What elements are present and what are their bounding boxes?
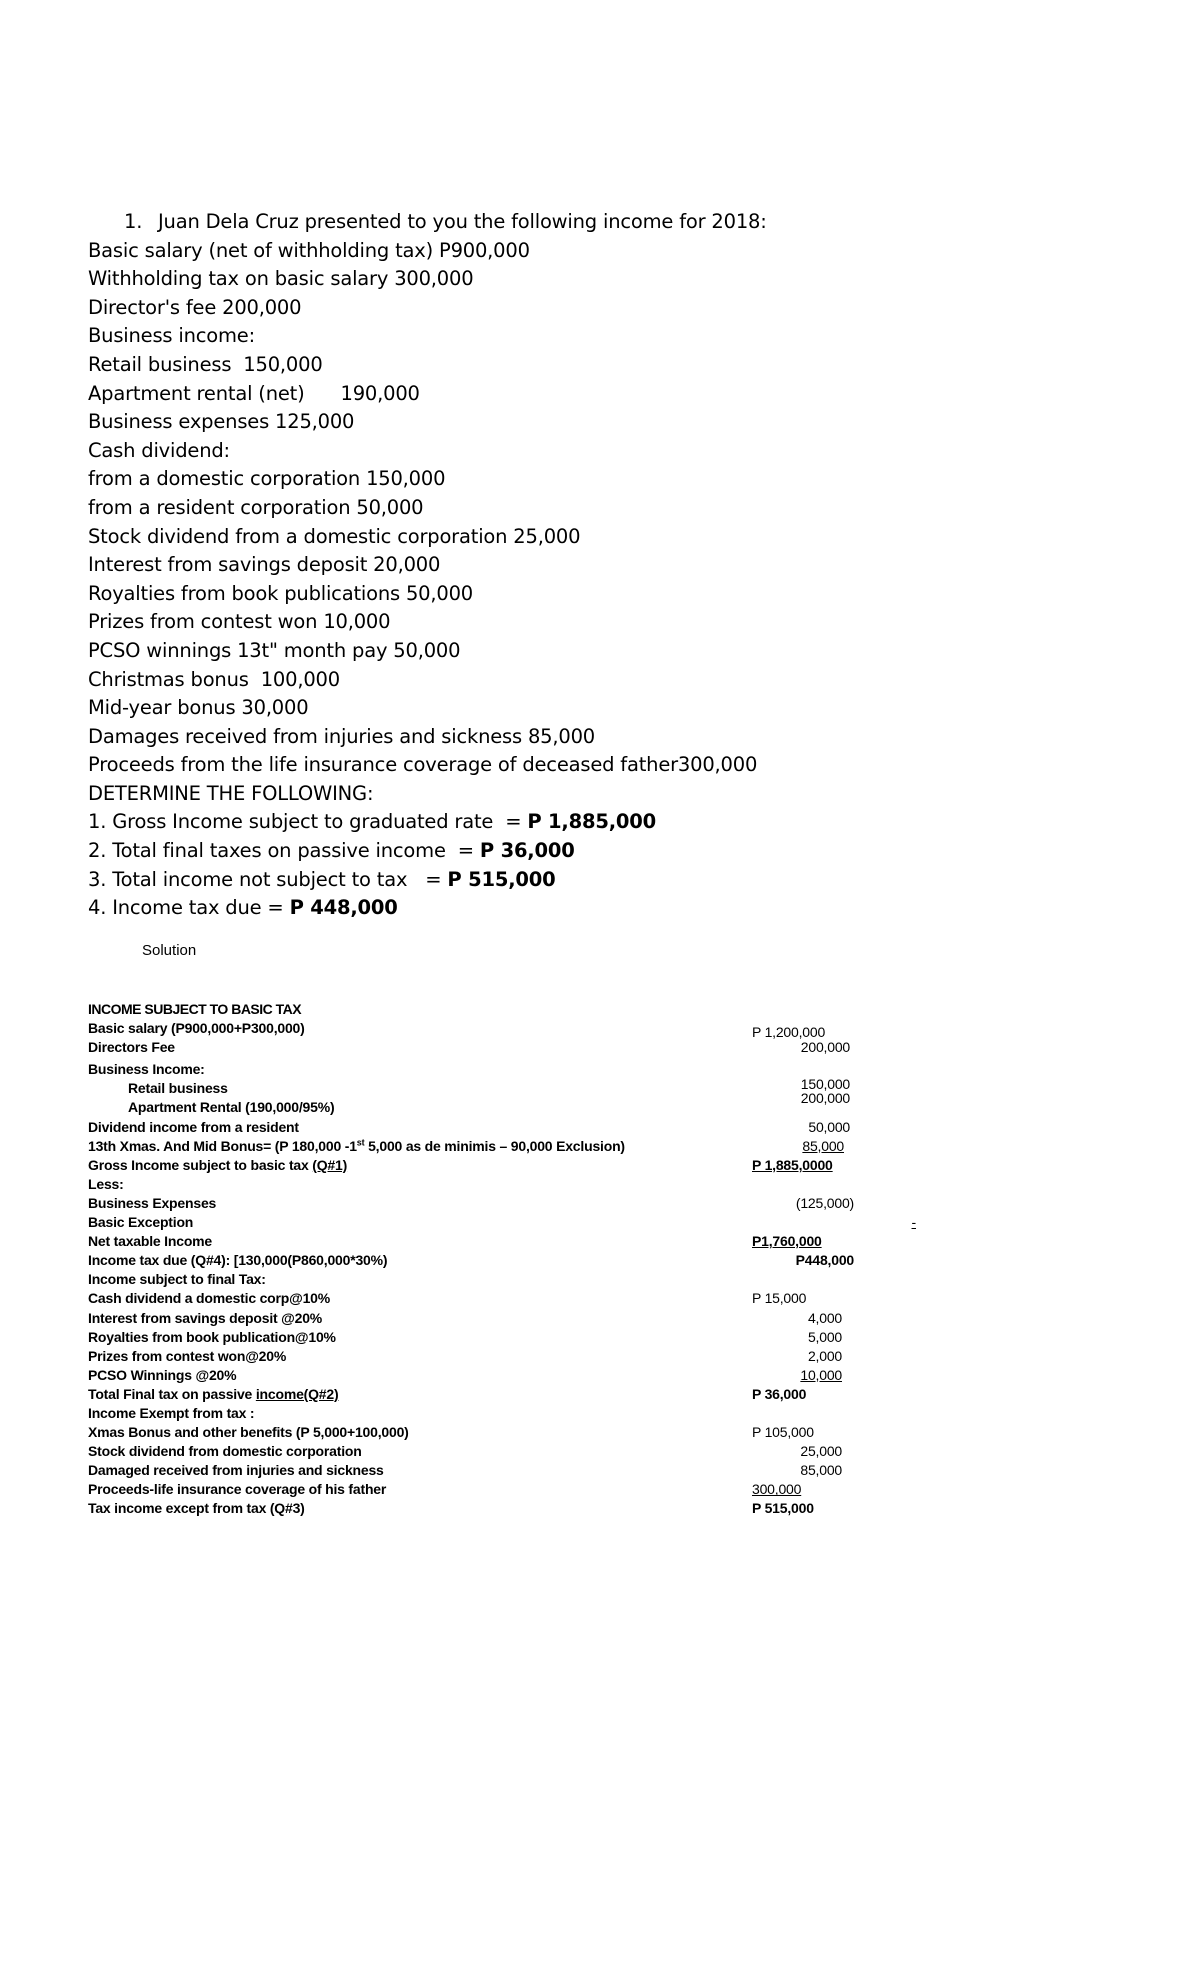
problem-line: Stock dividend from a domestic corporation 25,000 xyxy=(88,524,581,548)
row-interest: Interest from savings deposit @20% 4,000 xyxy=(88,1309,842,1326)
solution-table xyxy=(88,1000,916,1519)
answer-4: P 448,000 xyxy=(289,896,398,920)
problem-line: Prizes from contest won 10,000 xyxy=(88,610,391,634)
problem-number: 1. xyxy=(124,210,143,233)
problem-line: Withholding tax on basic salary 300,000 xyxy=(88,267,474,291)
row-dividend-resident: Dividend income from a resident 50,000 xyxy=(88,1118,850,1135)
problem-line: Interest from savings deposit 20,000 xyxy=(88,553,441,577)
problem-line: PCSO winnings 13t" month pay 50,000 xyxy=(88,638,461,662)
answer-2: P 36,000 xyxy=(479,839,575,863)
problem-line: Royalties from book publications 50,000 xyxy=(88,581,473,605)
problem-line: from a resident corporation 50,000 xyxy=(88,495,424,519)
row-final-heading: Income subject to final Tax: xyxy=(88,1271,266,1288)
row-business-expenses: Business Expenses (125,000) xyxy=(88,1194,854,1211)
row-business-income: Business Income: xyxy=(88,1061,205,1078)
row-directors-fee: Directors Fee 200,000 xyxy=(88,1039,850,1056)
problem-statement xyxy=(88,208,1088,923)
row-royalties: Royalties from book publication@10% 5,000 xyxy=(88,1328,842,1345)
row-net-taxable: Net taxable Income P1,760,000 xyxy=(88,1233,822,1250)
problem-line: Retail business 150,000 xyxy=(88,352,323,376)
problem-line: Damages received from injuries and sickness 85,000 xyxy=(88,724,595,748)
row-retail: Retail business 150,000 xyxy=(128,1076,850,1097)
problem-intro: 1. Juan Dela Cruz presented to you the following income for 2018: xyxy=(88,208,1088,237)
row-less: Less: xyxy=(88,1175,124,1192)
row-exempt-heading: Income Exempt from tax : xyxy=(88,1404,255,1421)
problem-line: Christmas bonus 100,000 xyxy=(88,667,340,691)
question-4: 4. Income tax due = P 448,000 xyxy=(88,896,398,920)
question-3: 3. Total income not subject to tax = P 515,000 xyxy=(88,867,556,891)
row-tax-except: Tax income except from tax (Q#3) P 515,000 xyxy=(88,1500,814,1517)
row-stock-dividend: Stock dividend from domestic corporation 25,000 xyxy=(88,1443,842,1460)
row-gross-income: Gross Income subject to basic tax (Q#1) P 1,885,0000 xyxy=(88,1156,833,1173)
row-basic-exception: Basic Exception - xyxy=(88,1214,916,1231)
row-pcso: PCSO Winnings @20% 10,000 xyxy=(88,1366,842,1383)
problem-line: Basic salary (net of withholding tax) P900,000 xyxy=(88,238,530,262)
row-damages: Damaged received from injuries and sickness 85,000 xyxy=(88,1462,842,1479)
problem-line: Business income: xyxy=(88,324,255,348)
question-1: 1. Gross Income subject to graduated rate = P 1,885,000 xyxy=(88,810,657,834)
answer-3: P 515,000 xyxy=(447,867,556,891)
row-total-final-tax: Total Final tax on passive income(Q#2) P 36,000 xyxy=(88,1385,807,1402)
problem-line: DETERMINE THE FOLLOWING: xyxy=(88,781,374,805)
problem-line: from a domestic corporation 150,000 xyxy=(88,467,446,491)
answer-1: P 1,885,000 xyxy=(527,810,657,834)
row-income-tax-due: Income tax due (Q#4): [130,000(P860,000*30%) P448,000 xyxy=(88,1252,854,1269)
row-bonus: 13th Xmas. And Mid Bonus= (P 180,000 -1st 5,000 as de minimis – 90,000 Exclusion) 85,000 xyxy=(88,1137,844,1154)
row-proceeds: Proceeds-life insurance coverage of his father 300,000 xyxy=(88,1481,802,1498)
problem-line: Proceeds from the life insurance coverage of deceased father300,000 xyxy=(88,753,758,777)
problem-line: Business expenses 125,000 xyxy=(88,410,355,434)
problem-line: Director's fee 200,000 xyxy=(88,295,302,319)
problem-line: Apartment rental (net) 190,000 xyxy=(88,381,420,405)
solution-label: Solution xyxy=(142,942,197,959)
row-basic-salary: Basic salary (P900,000+P300,000) P 1,200,000 xyxy=(88,1020,826,1041)
row-apartment: Apartment Rental (190,000/95%) 200,000 xyxy=(128,1090,850,1116)
problem-line: Cash dividend: xyxy=(88,438,230,462)
row-xmas-bonus: Xmas Bonus and other benefits (P 5,000+100,000) P 105,000 xyxy=(88,1424,814,1441)
question-2: 2. Total final taxes on passive income = P 36,000 xyxy=(88,839,575,863)
problem-line: Mid-year bonus 30,000 xyxy=(88,696,309,720)
solution-heading: INCOME SUBJECT TO BASIC TAX xyxy=(88,1001,302,1017)
row-cash-dividend: Cash dividend a domestic corp@10% P 15,000 xyxy=(88,1290,807,1307)
row-prizes: Prizes from contest won@20% 2,000 xyxy=(88,1347,842,1364)
